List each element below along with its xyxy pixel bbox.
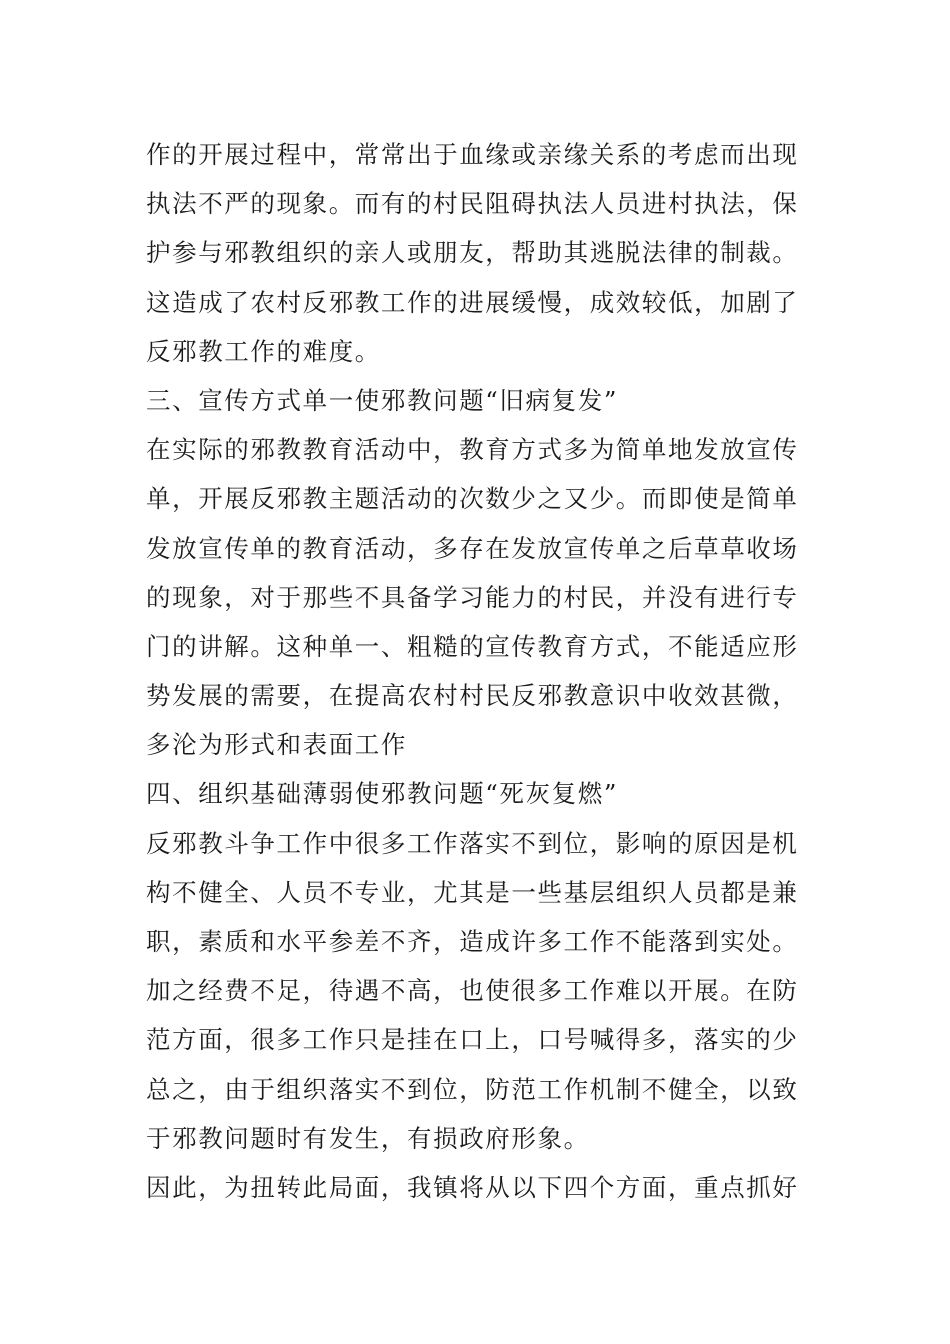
text-line-19: 范方面，很多工作只是挂在口上，口号喊得多，落实的少 xyxy=(146,1025,799,1055)
text-line-4: 这造成了农村反邪教工作的进展缓慢，成效较低，加剧了 xyxy=(146,287,799,317)
text-line-8: 单，开展反邪教主题活动的次数少之又少。而即使是简单 xyxy=(146,484,799,514)
text-line-21: 于邪教问题时有发生，有损政府形象。 xyxy=(146,1123,590,1153)
text-line-12: 势发展的需要，在提高农村村民反邪教意识中收效甚微， xyxy=(146,681,799,711)
text-line-20: 总之，由于组织落实不到位，防范工作机制不健全，以致 xyxy=(146,1074,799,1104)
text-line-9: 发放宣传单的教育活动，多存在发放宣传单之后草草收场 xyxy=(146,533,799,563)
text-line-5: 反邪教工作的难度。 xyxy=(146,336,381,366)
section-heading-4: 四、组织基础薄弱使邪教问题“死灰复燃” xyxy=(146,779,618,809)
text-line-16: 构不健全、人员不专业，尤其是一些基层组织人员都是兼 xyxy=(146,877,799,907)
document-body xyxy=(146,130,816,1212)
text-line-15: 反邪教斗争工作中很多工作落实不到位，影响的原因是机 xyxy=(146,828,799,858)
text-line-7: 在实际的邪教教育活动中，教育方式多为简单地发放宣传 xyxy=(146,435,799,465)
text-line-11: 门的讲解。这种单一、粗糙的宣传教育方式，不能适应形 xyxy=(146,631,799,661)
text-line-2: 执法不严的现象。而有的村民阻碍执法人员进村执法，保 xyxy=(146,189,799,219)
text-line-17: 职，素质和水平参差不齐，造成许多工作不能落到实处。 xyxy=(146,927,799,956)
section-heading-3: 三、宣传方式单一使邪教问题“旧病复发” xyxy=(146,385,618,415)
text-line-10: 的现象，对于那些不具备学习能力的村民，并没有进行专 xyxy=(146,582,799,612)
text-line-13: 多沦为形式和表面工作 xyxy=(146,730,407,760)
text-line-18: 加之经费不足，待遇不高，也使很多工作难以开展。在防 xyxy=(146,976,799,1006)
text-line-3: 护参与邪教组织的亲人或朋友，帮助其逃脱法律的制裁。 xyxy=(146,238,799,268)
text-line-22: 因此，为扭转此局面，我镇将从以下四个方面，重点抓好 xyxy=(146,1172,799,1202)
text-line-1: 作的开展过程中，常常出于血缘或亲缘关系的考虑而出现 xyxy=(146,140,799,169)
